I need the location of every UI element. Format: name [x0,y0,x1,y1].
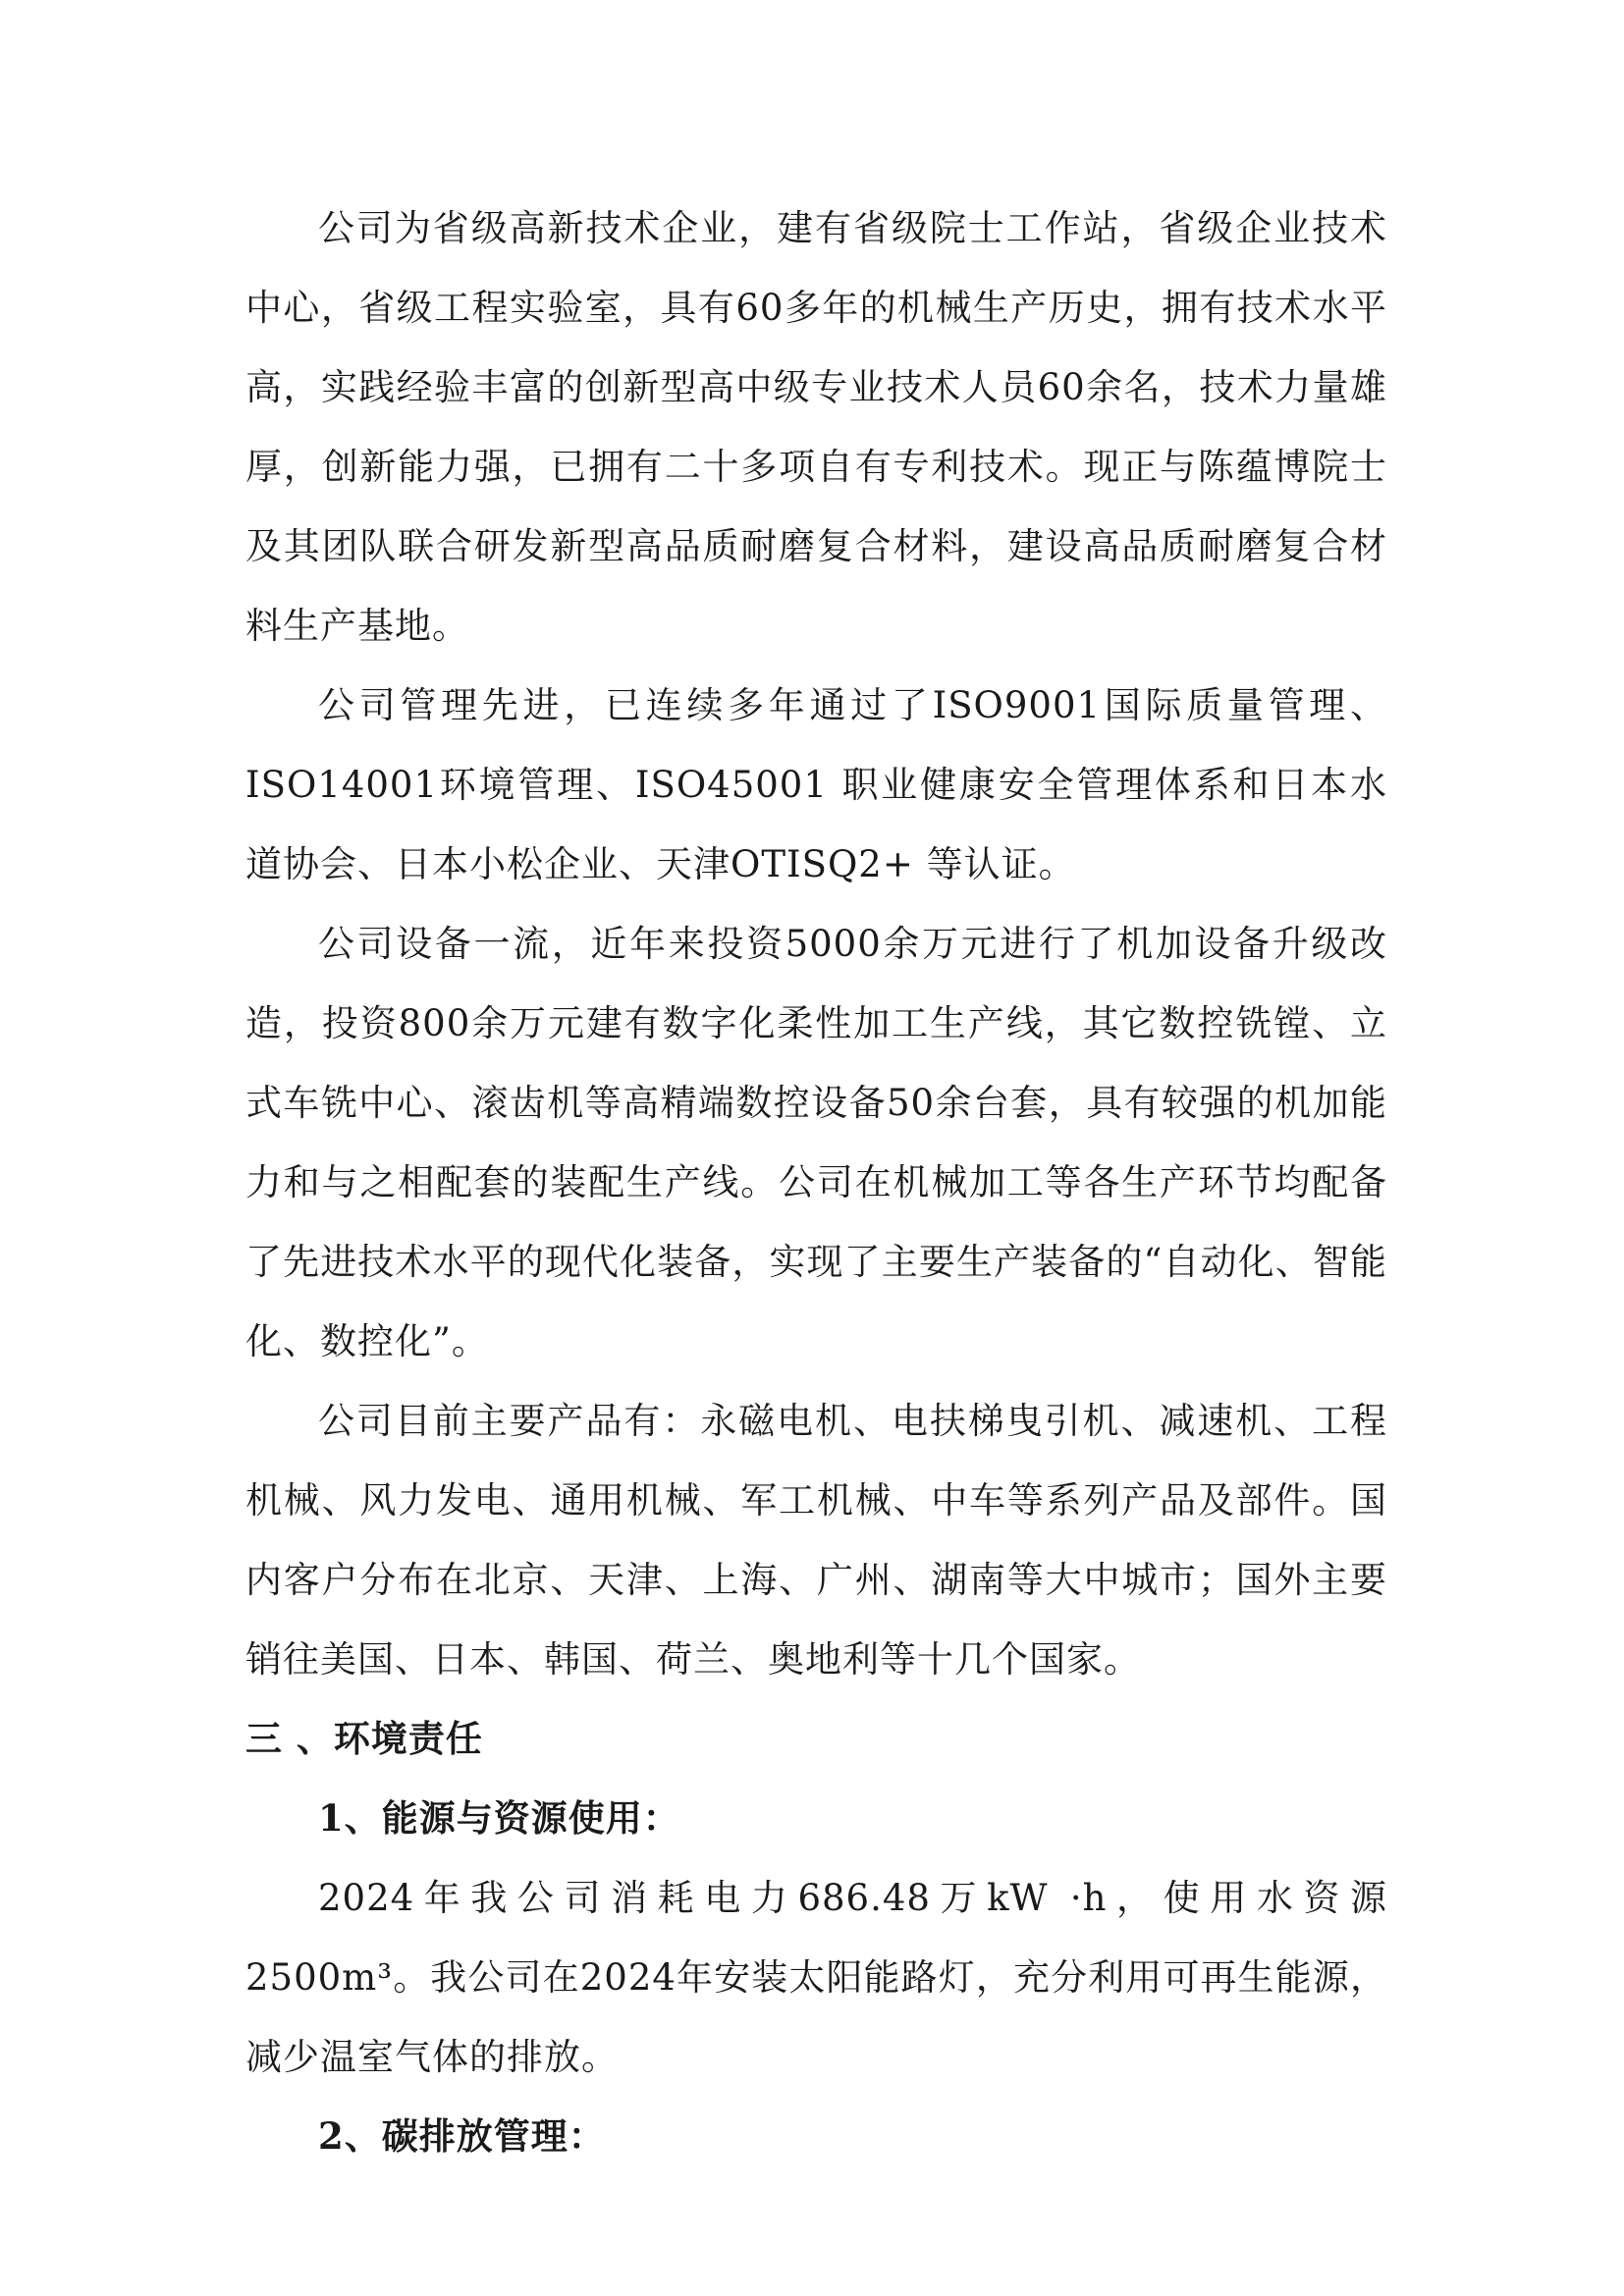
paragraph-products: 公司目前主要产品有：永磁电机、电扶梯曳引机、减速机、工程机械、风力发电、通用机械、军工机械、中车等系列产品及部件。国内客户分布在北京、天津、上海、广州、湖南等大中城市；国外主要销往美国、日本、韩国、荷兰、奥地利等十几个国家。 [245,1400,1387,1681]
paragraph-company-intro: 公司为省级高新技术企业，建有省级院士工作站，省级企业技术中心，省级工程实验室，具有60多年的机械生产历史，拥有技术水平高，实践经验丰富的创新型高中级专业技术人员60余名，技术力量雄厚，创新能力强，已拥有二十多项自有专利技术。现正与陈蕴博院士及其团队联合研发新型高品质耐磨复合材料，建设高品质耐磨复合材料生产基地。 [245,207,1387,647]
paragraph-management: 公司管理先进，已连续多年通过了ISO9001国际质量管理、ISO14001环境管理、ISO45001 职业健康安全管理体系和日本水道协会、日本小松企业、天津OTISQ2+ 等认证。 [245,684,1387,885]
subheading-energy-resources: 1、能源与资源使用： [318,1796,680,1840]
document-page [245,188,1387,2176]
subheading-carbon-management: 2、碳排放管理： [318,2114,606,2158]
paragraph-equipment: 公司设备一流，近年来投资5000余万元进行了机加设备升级改造，投资800余万元建有数字化柔性加工生产线，其它数控铣镗、立式车铣中心、滚齿机等高精端数控设备50余台套，具有较强的机加能力和与之相配套的装配生产线。公司在机械加工等各生产环节均配备了先进技术水平的现代化装备，实现了主要生产装备的“自动化、智能化、数控化”。 [245,923,1387,1362]
paragraph-energy-usage: 2024年我公司消耗电力686.48万kW ·h，使用水资源2500m³。我公司在2024年安装太阳能路灯，充分利用可再生能源，减少温室气体的排放。 [245,1877,1387,2078]
section-heading-environment: 三 、环境责任 [245,1717,483,1760]
